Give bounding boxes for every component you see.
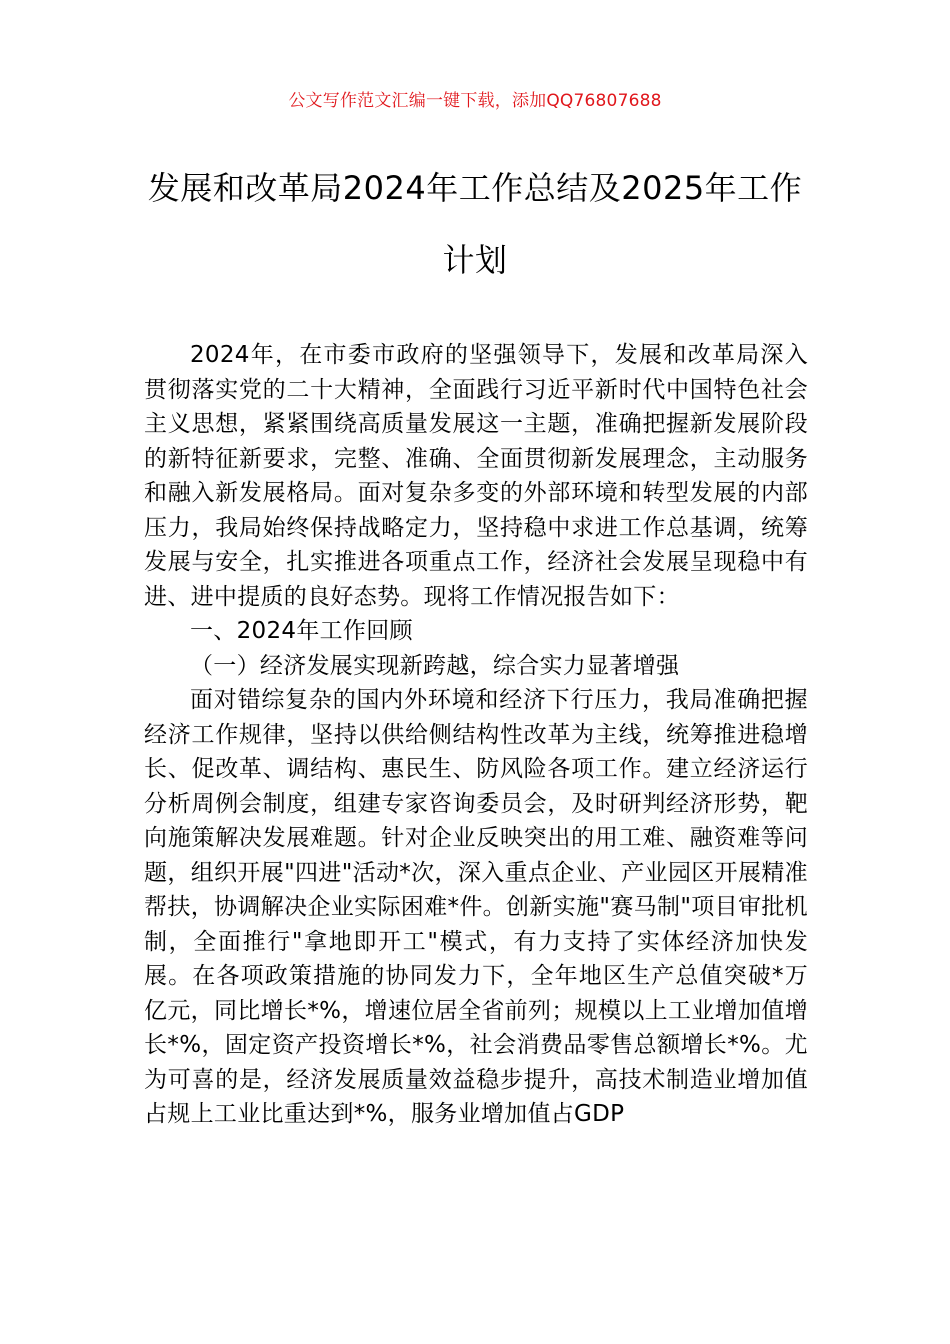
header-ad-text: 公文写作范文汇编一键下载，添加QQ76807688 xyxy=(288,91,662,111)
document-body xyxy=(144,338,808,1132)
intro-paragraph: 2024年，在市委市政府的坚强领导下，发展和改革局深入贯彻落实党的二十大精神，全面践行习近平新时代中国特色社会主义思想，紧紧围绕高质量发展这一主题，准确把握新发展阶段的新特征新要求，完整、准确、全面贯彻新发展理念，主动服务和融入新发展格局。面对复杂多变的外部环境和转型发展的内部压力，我局始终保持战略定力，坚持稳中求进工作总基调，统筹发展与安全，扎实推进各项重点工作，经济社会发展呈现稳中有进、进中提质的良好态势。现将工作情况报告如下： xyxy=(144,342,808,610)
body-paragraph: 面对错综复杂的国内外环境和经济下行压力，我局准确把握经济工作规律，坚持以供给侧结构性改革为主线，统筹推进稳增长、促改革、调结构、惠民生、防风险各项工作。建立经济运行分析周例会制度，组建专家咨询委员会，及时研判经济形势，靶向施策解决发展难题。针对企业反映突出的用工难、融资难等问题，组织开展"四进"活动*次，深入重点企业、产业园区开展精准帮扶，协调解决企业实际困难*件。创新实施"赛马制"项目审批机制，全面推行"拿地即开工"模式，有力支持了实体经济加快发展。在各项政策措施的协同发力下，全年地区生产总值突破*万亿元，同比增长*%，增速位居全省前列；规模以上工业增加值增长*%，固定资产投资增长*%，社会消费品零售总额增长*%。尤为可喜的是，经济发展质量效益稳步提升，高技术制造业增加值占规上工业比重达到*%，服务业增加值占GDP xyxy=(144,687,808,1127)
document-title: 发展和改革局2024年工作总结及2025年工作计划 xyxy=(147,169,803,279)
section-heading: 一、2024年工作回顾 xyxy=(190,618,413,644)
subsection-heading: （一）经济发展实现新跨越，综合实力显著增强 xyxy=(190,652,680,679)
